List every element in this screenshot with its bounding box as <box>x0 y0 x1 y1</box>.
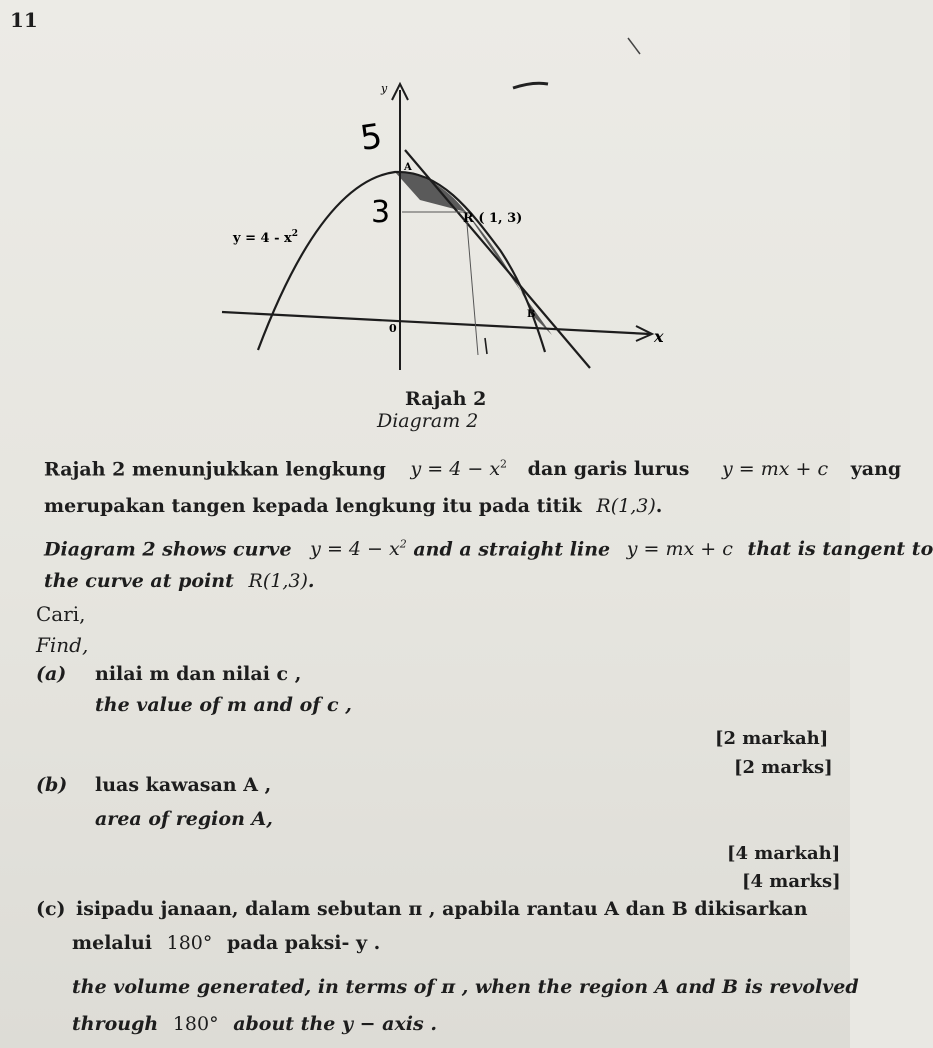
question-a-english: the value of m and of c , <box>95 694 352 716</box>
question-b-english: area of region A, <box>95 808 273 830</box>
intro-english-part1: Diagram 2 shows curve <box>44 538 292 561</box>
region-a-label: A <box>404 162 412 173</box>
question-c-english-line1: the volume generated, in terms of π , when the region A and B is revolved <box>72 976 859 998</box>
caption-english: Diagram 2 <box>377 410 479 432</box>
curve-eq-text-en: y = 4 − x <box>310 538 400 561</box>
x-axis-label: x <box>654 327 664 346</box>
line-eq-text-en: y = mx + c <box>626 538 733 561</box>
page-number: 11 <box>10 8 38 32</box>
point-text: R(1,3) <box>596 495 656 517</box>
line-eq-text: y = mx + c <box>722 458 829 481</box>
intro-malay-curve-eq <box>411 458 508 480</box>
intro-malay-line-eq <box>722 458 828 480</box>
tick-mark <box>485 338 487 354</box>
intro-malay-end: . <box>655 495 663 517</box>
question-a-label: (a) <box>36 663 67 685</box>
pencil-tick <box>628 38 640 54</box>
question-c-malay-line1: isipadu janaan, dalam sebutan π , apabila rantau A dan B dikisarkan <box>76 898 808 920</box>
find-english: Find, <box>36 633 89 657</box>
tangent-line <box>405 150 590 368</box>
handwritten-5: 5 <box>357 116 385 159</box>
handwritten-3: 3 <box>371 195 391 230</box>
question-b-marks-english: [4 marks] <box>742 871 841 892</box>
diagram-2 <box>0 0 850 390</box>
intro-english-end: . <box>307 570 315 592</box>
curve-eq-text: y = 4 − x <box>410 458 501 481</box>
curve-eq-exp-en: 2 <box>399 538 407 551</box>
intro-malay-point <box>596 495 655 517</box>
intro-malay-line2 <box>44 495 662 517</box>
intro-malay-line2-text: merupakan tangen kepada lengkung itu pada titik <box>44 495 582 517</box>
caption-malay: Rajah 2 <box>405 388 487 410</box>
question-a-marks-malay: [2 markah] <box>715 728 829 749</box>
question-c-label: (c) <box>36 898 66 920</box>
intro-malay-part2: dan garis lurus <box>527 458 690 481</box>
question-c-english-line2 <box>72 1013 437 1035</box>
question-b-malay: luas kawasan A , <box>95 774 272 796</box>
region-b-label: B <box>527 309 536 320</box>
intro-malay-part1: Rajah 2 menunjukkan lengkung <box>44 458 386 481</box>
question-c-malay-line2-a: melalui <box>72 932 152 954</box>
origin-label: 0 <box>389 322 397 335</box>
intro-english-point <box>249 570 308 592</box>
curve-equation-text: y = 4 - x <box>233 231 292 246</box>
curve-equation-label <box>232 229 298 246</box>
point-text-en: R(1,3) <box>248 570 308 592</box>
question-c-malay-line2 <box>72 932 380 954</box>
intro-english-curve-eq <box>310 538 407 560</box>
region-a-shading <box>395 172 466 212</box>
x-axis <box>222 312 650 334</box>
intro-english-part3: that is tangent to <box>747 538 933 561</box>
question-c-english-line2-c: about the y − axis . <box>233 1013 437 1035</box>
question-b-marks-malay: [4 markah] <box>727 843 841 864</box>
find-malay: Cari, <box>36 602 86 626</box>
intro-english-part2: and a straight line <box>413 538 611 561</box>
intro-english-line2-text: the curve at point <box>44 570 234 592</box>
intro-english-line-eq <box>627 538 733 560</box>
question-c-english-angle: 180° <box>172 1013 219 1035</box>
curve-eq-exp: 2 <box>500 458 508 471</box>
question-c-malay-line2-c: pada paksi- y . <box>227 932 381 954</box>
intro-malay-line1 <box>44 458 901 480</box>
intro-malay-part3: yang <box>850 458 902 481</box>
question-b-label: (b) <box>36 774 68 796</box>
pencil-stroke <box>513 83 548 88</box>
question-c-english-line2-a: through <box>72 1013 159 1035</box>
curve-equation-exponent: 2 <box>291 229 299 239</box>
intro-english-line2 <box>44 570 315 592</box>
point-r-label: R ( 1, 3) <box>463 211 523 226</box>
question-c-malay-angle: 180° <box>166 932 213 954</box>
question-a-marks-english: [2 marks] <box>734 757 833 778</box>
y-axis-label: y <box>381 82 388 95</box>
intro-english-line1 <box>44 538 933 560</box>
question-a-malay: nilai m dan nilai c , <box>95 663 302 685</box>
